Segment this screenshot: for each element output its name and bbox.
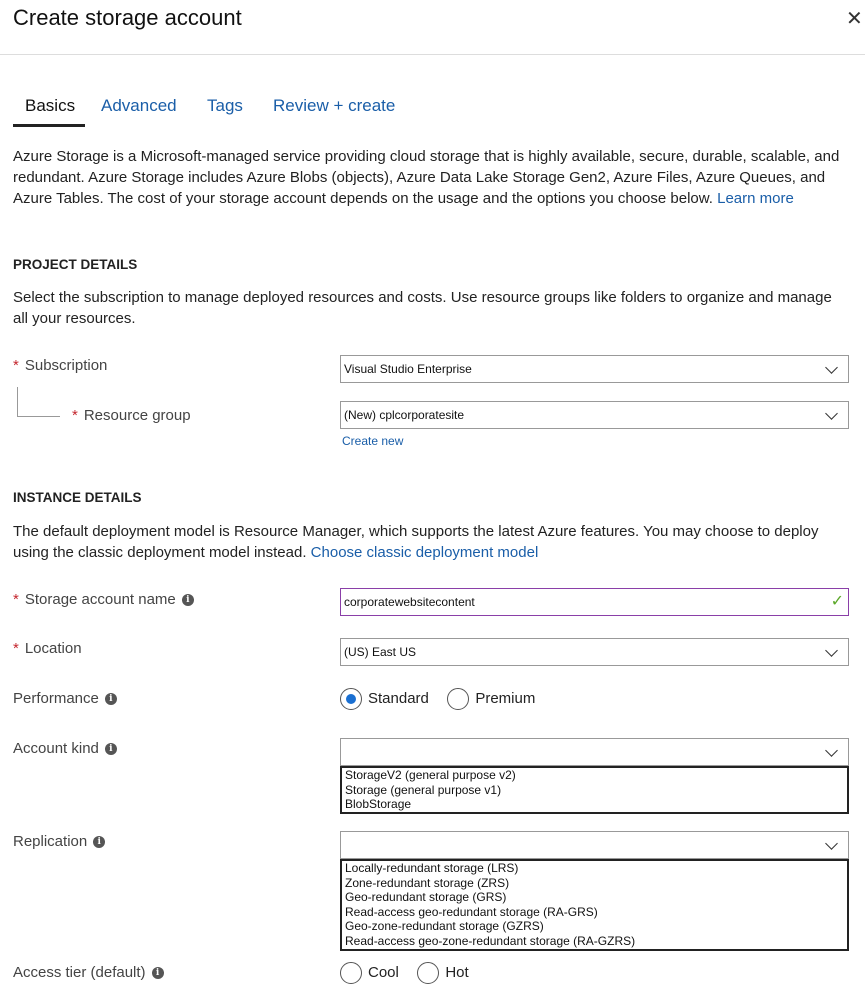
subscription-dropdown[interactable] <box>340 355 849 383</box>
instance-description <box>13 521 848 563</box>
tab-review-create[interactable]: Review + create <box>273 96 396 115</box>
chevron-down-icon <box>825 644 838 657</box>
info-icon[interactable]: i <box>182 594 194 606</box>
performance-label <box>13 690 117 707</box>
location-label: * Location <box>13 640 82 657</box>
radio-standard[interactable] <box>340 688 362 710</box>
replication-option[interactable]: Read-access geo-zone-redundant storage (RA-GZRS) <box>345 933 636 948</box>
replication-option[interactable]: Read-access geo-redundant storage (RA-GRS) <box>345 904 598 919</box>
access-tier-label-text: Access tier (default) <box>13 964 146 981</box>
account-kind-label-text: Account kind <box>13 740 99 757</box>
replication-options-list <box>340 859 849 951</box>
replication-label <box>13 833 105 850</box>
account-kind-option[interactable]: BlobStorage <box>345 797 412 811</box>
tab-advanced[interactable]: Advanced <box>101 96 177 115</box>
replication-option[interactable]: Zone-redundant storage (ZRS) <box>345 875 510 890</box>
page-title: Create storage account <box>13 5 242 30</box>
info-icon[interactable]: i <box>105 743 117 755</box>
storage-account-name-label: * Storage account name i <box>13 591 194 608</box>
classic-deployment-link[interactable]: Choose classic deployment model <box>310 544 539 561</box>
chevron-down-icon <box>825 837 838 850</box>
replication-label-text: Replication <box>13 833 88 850</box>
chevron-down-icon <box>825 744 838 757</box>
location-value: (US) East US <box>344 645 417 659</box>
replication-dropdown[interactable] <box>340 831 849 859</box>
account-kind-option[interactable]: StorageV2 (general purpose v2) <box>345 768 516 782</box>
info-icon[interactable]: i <box>105 693 117 705</box>
cool-label: Cool <box>368 964 399 982</box>
access-tier-radio-group <box>340 962 483 984</box>
resource-group-value: (New) cplcorporatesite <box>344 408 465 422</box>
divider <box>0 54 865 55</box>
account-kind-dropdown[interactable] <box>340 738 849 766</box>
storage-account-name-value: corporatewebsitecontent <box>344 595 475 609</box>
close-icon[interactable]: ✕ <box>846 8 863 30</box>
replication-option[interactable]: Geo-redundant storage (GRS) <box>345 890 507 904</box>
valid-check-icon: ✓ <box>830 593 844 610</box>
resource-group-label-text: Resource group <box>83 407 191 424</box>
storage-account-name-label-text: Storage account name <box>24 591 176 608</box>
instance-details-heading: INSTANCE DETAILS <box>13 490 142 505</box>
chevron-down-icon <box>825 407 838 420</box>
premium-label: Premium <box>475 690 536 708</box>
intro-description <box>13 146 848 209</box>
active-tab-indicator <box>13 124 85 127</box>
replication-option[interactable]: Geo-zone-redundant storage (GZRS) <box>345 919 544 933</box>
subscription-label: * Subscription <box>13 357 108 374</box>
info-icon[interactable]: i <box>93 836 105 848</box>
subscription-label-text: Subscription <box>24 357 108 374</box>
info-icon[interactable]: i <box>152 967 164 979</box>
tab-tags[interactable]: Tags <box>207 96 243 115</box>
subscription-value: Visual Studio Enterprise <box>344 362 472 376</box>
resource-group-dropdown[interactable] <box>340 401 849 429</box>
performance-radio-group <box>340 688 549 710</box>
learn-more-link[interactable]: Learn more <box>717 190 794 207</box>
tree-connector <box>17 387 60 417</box>
radio-premium[interactable] <box>447 688 469 710</box>
account-kind-option[interactable]: Storage (general purpose v1) <box>345 782 502 797</box>
project-details-heading: PROJECT DETAILS <box>13 257 138 272</box>
account-kind-label <box>13 740 117 757</box>
tab-basics[interactable]: Basics <box>25 96 76 115</box>
resource-group-label: * Resource group <box>72 407 191 424</box>
project-description: Select the subscription to manage deployed resources and costs. Use resource groups like folders to organize and manage all your resources. <box>13 289 832 327</box>
intro-text: Azure Storage is a Microsoft-managed service providing cloud storage that is highly available, secure, durable, scalable, and redundant. Azure Storage includes Azure Blobs (objects), Azure Data Lake Storage Gen2, Azure Files, Azure Queues, and Azure Tables. The cost of your storage account depends on the usage and the options you choose below. <box>13 148 840 207</box>
location-label-text: Location <box>24 640 82 657</box>
storage-account-name-input[interactable] <box>340 588 849 616</box>
create-new-link[interactable]: Create new <box>342 434 404 448</box>
access-tier-label <box>13 964 164 981</box>
location-dropdown[interactable] <box>340 638 849 666</box>
standard-label: Standard <box>368 690 429 708</box>
replication-option[interactable]: Locally-redundant storage (LRS) <box>345 861 519 875</box>
chevron-down-icon <box>825 361 838 374</box>
radio-cool[interactable] <box>340 962 362 984</box>
account-kind-options-list <box>340 766 849 814</box>
radio-hot[interactable] <box>417 962 439 984</box>
instance-text: The default deployment model is Resource Manager, which supports the latest Azure features. You may choose to deploy using the classic deployment model instead. <box>13 523 819 561</box>
performance-label-text: Performance <box>13 690 99 707</box>
hot-label: Hot <box>445 964 469 982</box>
